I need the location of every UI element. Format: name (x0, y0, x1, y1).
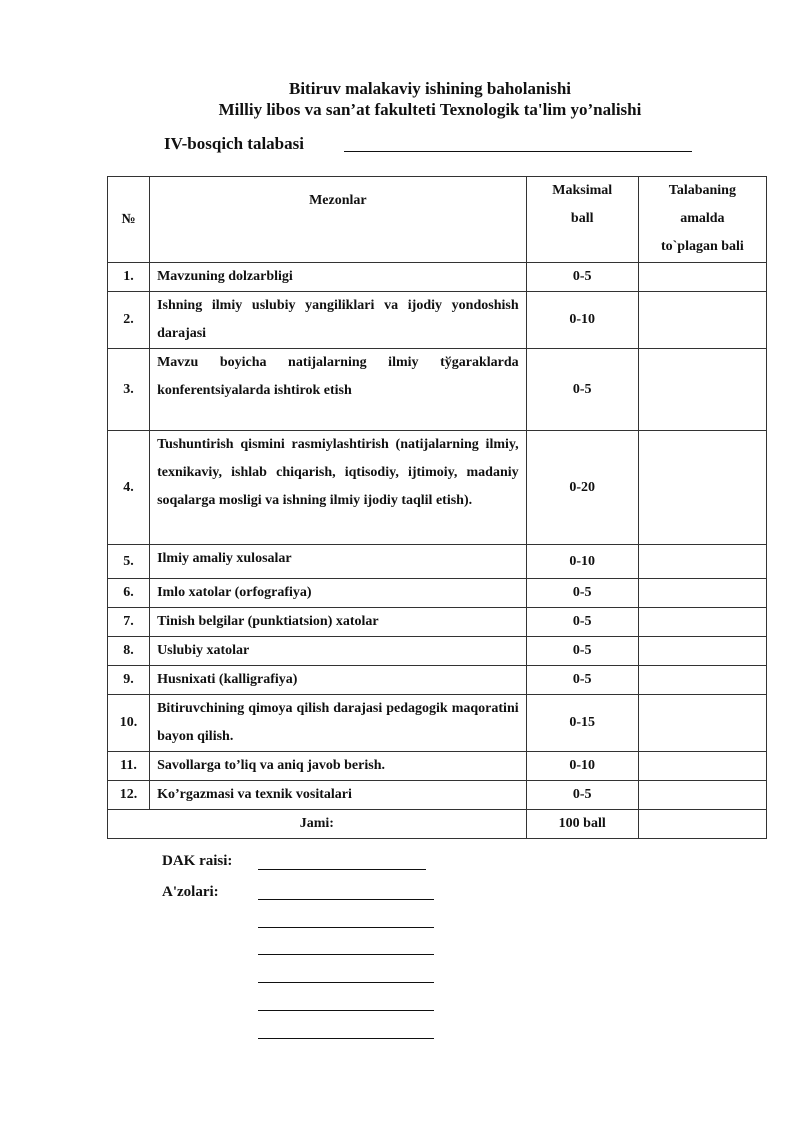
total-value: 100 ball (526, 810, 638, 839)
row-actual-score-cell[interactable] (638, 781, 766, 810)
row-actual-score-cell[interactable] (638, 608, 766, 637)
row-max-score: 0-5 (526, 608, 638, 637)
row-criteria: Savollarga to’liq va aniq javob berish. (150, 752, 527, 781)
table-row (108, 263, 767, 292)
student-stage-label: IV-bosqich talabasi (164, 134, 304, 153)
row-max-score: 0-5 (526, 579, 638, 608)
row-actual-score-cell[interactable] (638, 545, 766, 579)
table-row (108, 349, 767, 431)
row-criteria: Tushuntirish qismini rasmiylashtirish (natijalarning ilmiy, texnikaviy, ishlab chiqarish, iqtisodiy, ijtimoiy, madaniy soqalarga mosligi va ishning ilmiy ijodiy taqlil etish). (150, 431, 527, 545)
header-max-line2: ball (570, 211, 594, 226)
row-max-score: 0-5 (526, 666, 638, 695)
row-max-score: 0-15 (526, 695, 638, 752)
header-max-line1: Maksimal (552, 183, 613, 198)
total-label: Jami: (108, 810, 527, 839)
row-number: 12. (108, 781, 150, 810)
row-actual-score-cell[interactable] (638, 666, 766, 695)
row-max-score: 0-20 (526, 431, 638, 545)
row-number: 2. (108, 292, 150, 349)
header-actual-score (638, 177, 766, 263)
total-row (108, 810, 767, 839)
header-actual-line3: to`plagan bali (660, 239, 744, 254)
row-actual-score-cell[interactable] (638, 292, 766, 349)
table-row (108, 579, 767, 608)
member-signature-line[interactable] (258, 982, 434, 983)
table-header-row (108, 177, 767, 263)
row-max-score: 0-5 (526, 781, 638, 810)
row-number: 5. (108, 545, 150, 579)
row-criteria: Bitiruvchining qimoya qilish darajasi pedagogik maqoratini bayon qilish. (150, 695, 527, 752)
commission-members-label: A'zolari: (162, 884, 219, 900)
row-max-score: 0-10 (526, 292, 638, 349)
row-criteria: Ishning ilmiy uslubiy yangiliklari va ijodiy yondoshish darajasi (150, 292, 527, 349)
table-row (108, 695, 767, 752)
row-criteria: Tinish belgilar (punktiatsion) xatolar (150, 608, 527, 637)
row-number: 8. (108, 637, 150, 666)
chair-signature-line[interactable] (258, 869, 426, 870)
total-actual-cell[interactable] (638, 810, 766, 839)
row-criteria: Imlo xatolar (orfografiya) (150, 579, 527, 608)
row-number: 9. (108, 666, 150, 695)
row-actual-score-cell[interactable] (638, 637, 766, 666)
row-actual-score-cell[interactable] (638, 752, 766, 781)
row-number: 6. (108, 579, 150, 608)
commission-chair-label: DAK raisi: (162, 853, 233, 869)
row-actual-score-cell[interactable] (638, 263, 766, 292)
member-signature-line[interactable] (258, 899, 434, 900)
table-row (108, 781, 767, 810)
table-row (108, 292, 767, 349)
header-max-score (526, 177, 638, 263)
row-criteria: Uslubiy xatolar (150, 637, 527, 666)
row-criteria: Ilmiy amaliy xulosalar (150, 545, 527, 579)
document-title: Bitiruv malakaviy ishining baholanishi (288, 79, 571, 98)
row-max-score: 0-10 (526, 752, 638, 781)
row-actual-score-cell[interactable] (638, 431, 766, 545)
table-row (108, 752, 767, 781)
row-actual-score-cell[interactable] (638, 349, 766, 431)
grading-table (107, 176, 767, 839)
table-row (108, 545, 767, 579)
row-number: 7. (108, 608, 150, 637)
row-number: 4. (108, 431, 150, 545)
row-criteria: Husnixati (kalligrafiya) (150, 666, 527, 695)
student-name-blank[interactable] (344, 151, 692, 152)
header-actual-line2: amalda (680, 211, 725, 226)
table-row (108, 637, 767, 666)
table-row (108, 431, 767, 545)
row-criteria: Mavzu boyicha natijalarning ilmiy tўgaraklarda konferentsiyalarda ishtirok etish (150, 349, 527, 431)
row-max-score: 0-5 (526, 637, 638, 666)
row-number: 3. (108, 349, 150, 431)
row-criteria: Ko’rgazmasi va texnik vositalari (150, 781, 527, 810)
member-signature-line[interactable] (258, 1038, 434, 1039)
row-max-score: 0-5 (526, 349, 638, 431)
table-row (108, 608, 767, 637)
member-signature-line[interactable] (258, 1010, 434, 1011)
table-row (108, 666, 767, 695)
faculty-subtitle: Milliy libos va san’at fakulteti Texnologik ta'lim yo’nalishi (218, 100, 642, 119)
member-signature-line[interactable] (258, 954, 434, 955)
row-number: 11. (108, 752, 150, 781)
header-actual-line1: Talabaning (668, 183, 736, 198)
row-actual-score-cell[interactable] (638, 579, 766, 608)
row-actual-score-cell[interactable] (638, 695, 766, 752)
row-number: 1. (108, 263, 150, 292)
row-max-score: 0-5 (526, 263, 638, 292)
row-max-score: 0-10 (526, 545, 638, 579)
row-criteria: Mavzuning dolzarbligi (150, 263, 527, 292)
header-number: № (108, 177, 150, 263)
row-number: 10. (108, 695, 150, 752)
member-signature-line[interactable] (258, 927, 434, 928)
header-criteria: Mezonlar (150, 177, 527, 263)
